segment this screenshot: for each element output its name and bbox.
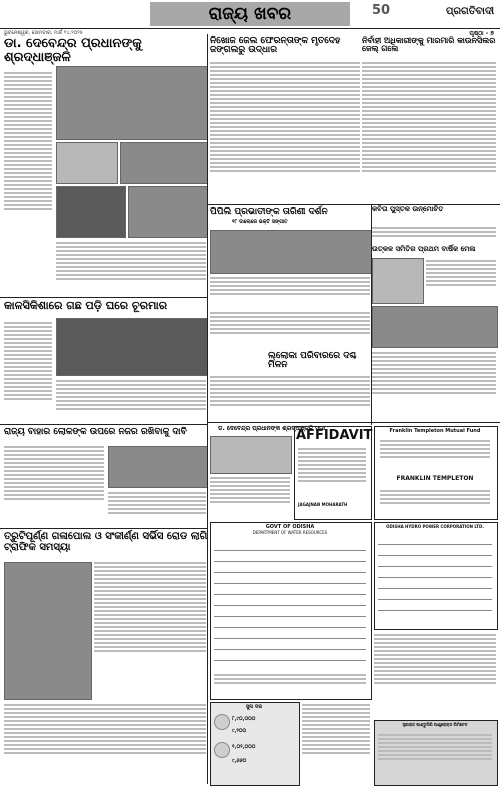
story-kalashika-text xyxy=(4,320,52,420)
ohpc-table xyxy=(378,534,492,624)
photo-utkal-2 xyxy=(372,306,498,348)
story-utkal-text xyxy=(426,258,496,302)
column-divider xyxy=(371,205,372,425)
story-bottom-mid xyxy=(302,702,370,784)
headline-nirbhaya: ନିର୍ବାହୀ ଅଧିକାରୀଙ୍କୁ ମାରମାରି କାଉନସିଲର ଜେଲ୍ ଗଲେ xyxy=(362,36,496,54)
affidavit-text xyxy=(298,446,366,498)
dateline: ଭୁବନେଶ୍ୱର, ସୋମବାର, ମାର୍ଚ୍ଚ ୨୪,୨୦୨୫ xyxy=(4,30,83,36)
subheadline-pipili: ୧୮ ଡାଲୋରେ ଭକ୍ତି ସଙ୍ଗୀତ xyxy=(232,219,288,225)
govt-footer-text xyxy=(214,672,366,694)
headline-rajya: ରାଜ୍ୟ ବାହାର ଲୋକଙ୍କ ଉପରେ ନଜର ରଖିବାକୁ ଦାବି xyxy=(4,427,187,437)
photo-tribute-5 xyxy=(128,186,208,238)
story-nirbhaya-text xyxy=(362,60,496,202)
divider xyxy=(0,297,208,298)
bottom-ad-text xyxy=(378,732,492,780)
page-number: ପୃଷ୍ଠା - ୭ xyxy=(469,30,494,37)
franklin-title: Franklin Templeton Mutual Fund xyxy=(389,428,481,434)
photo-utkal xyxy=(372,258,424,304)
headline-kabita: କବିତା ପୁସ୍ତକ ଉନ୍ମୋଚିତ xyxy=(372,205,444,213)
anniversary-logo: 50 xyxy=(372,3,391,18)
story-kalashika-text-2 xyxy=(56,378,206,422)
section-title: ରାଜ୍ୟ ଖବର xyxy=(150,2,350,26)
bottom-ad-title: ସ୍ତ୍ରୀରାଜ ପାଣ୍ଡୁଲିପି ଆଣ୍ଡ୍ରୋଚାସ ଲିମିଟେଡ xyxy=(402,722,468,727)
story-rajya-text-2 xyxy=(108,490,206,526)
headline-truti: ତ୍ରୁଟିପୂର୍ଣ୍ଣ ଗଳାପୋଲ ଓ ସଂକୀର୍ଣ୍ଣ ସର୍ଭିସ ରୋଡ ଲାଗି ଟ୍ରାଫିକ ସମସ୍ୟା xyxy=(4,531,208,553)
market-value-2: ୯,୨୦୦ xyxy=(232,728,247,734)
headline-kalashika: କାଳସିକିଶାରେ ଗଛ ପଡ଼ି ଘରେ ଚୂରମାର xyxy=(4,299,168,312)
photo-sabha xyxy=(210,436,292,474)
headline-pipili: ପିପିଲି ପ୍ରଭାତୀଙ୍କ ତାରିଣୀ ଦର୍ଶନ xyxy=(210,207,328,217)
story-truti-text xyxy=(94,560,206,700)
govt-department: DEPARTMENT OF WATER RESOURCES xyxy=(252,530,328,535)
story-rajya-text xyxy=(4,444,104,526)
story-bottom-right xyxy=(374,632,496,716)
market-value-4: ୯,୬୬୦ xyxy=(232,758,247,764)
column-divider xyxy=(207,34,208,784)
divider xyxy=(208,422,500,423)
photo-road xyxy=(4,562,92,700)
headline-utkal: ଉତ୍କଳ ସମିତିର ପ୍ରଥମ ବାର୍ଷିକ ମେଳା xyxy=(372,245,476,253)
affidavit-name: JAGAJNAN MOHARATH xyxy=(298,502,348,507)
photo-tribute-3 xyxy=(120,142,208,184)
brand-name: ପ୍ରଗତିବାଦୀ xyxy=(445,6,494,17)
story-kabita-text xyxy=(372,225,496,245)
photo-rajya xyxy=(108,446,208,488)
affidavit-title: AFFIDAVIT xyxy=(296,428,373,443)
story-sabha-text xyxy=(210,475,290,515)
story-right-text xyxy=(372,350,496,420)
govt-title: GOVT OF ODISHA xyxy=(265,524,315,530)
photo-fallen-tree xyxy=(56,318,208,376)
divider xyxy=(0,424,208,425)
story-column xyxy=(4,70,52,250)
divider xyxy=(208,204,500,205)
photo-pipili xyxy=(210,230,372,274)
franklin-text-2 xyxy=(380,488,490,514)
headline-nikhoj: ନିଖୋଜ ଜେଲ ଫେରନ୍ତାଙ୍କ ମୃତଦେହ ଜଙ୍ଗଲରୁ ଉଦ୍ଧାର xyxy=(210,36,341,56)
headline-kalpana: ଲ୍ଲୋକା ପରିବାରରେ ଦଶ୍ଚ ମିଳନ xyxy=(268,351,357,371)
story-kalpana-text xyxy=(210,374,370,420)
story-misc-text xyxy=(210,310,370,348)
story-column xyxy=(56,240,206,290)
market-title: ସୁନା ଦର xyxy=(245,704,263,710)
story-pipili-text xyxy=(210,275,370,305)
story-nikhoj-text xyxy=(210,60,360,202)
story-truti-text-2 xyxy=(4,702,206,782)
headline-pradhan: ଡା. ଦେବେନ୍ଦ୍ର ପ୍ରଧାନଙ୍କୁ ଶ୍ରଦ୍ଧାଞ୍ଜଳି xyxy=(4,36,142,65)
silver-icon xyxy=(214,742,230,758)
market-value-3: ୧,୦୨,୦୦୦ xyxy=(232,744,256,750)
market-value-1: ୮,୯୦,୦୦୦ xyxy=(232,716,256,722)
photo-tribute-2 xyxy=(56,142,118,184)
franklin-text xyxy=(380,438,490,472)
divider xyxy=(0,528,208,529)
govt-tender-table xyxy=(214,540,366,670)
franklin-brand: FRANKLIN TEMPLETON xyxy=(396,475,474,482)
ohpc-title: ODISHA HYDRO POWER CORPORATION LTD. xyxy=(386,524,484,529)
photo-tribute-4 xyxy=(56,186,126,238)
gold-icon xyxy=(214,714,230,730)
headline-debendra-sabha: ଡ. ଦେବେନ୍ଦ୍ର ପ୍ରଧାନଙ୍କ ଶ୍ରଦ୍ଧାଞ୍ଜଳି ସଭା xyxy=(218,425,326,432)
photo-tribute xyxy=(56,66,208,140)
